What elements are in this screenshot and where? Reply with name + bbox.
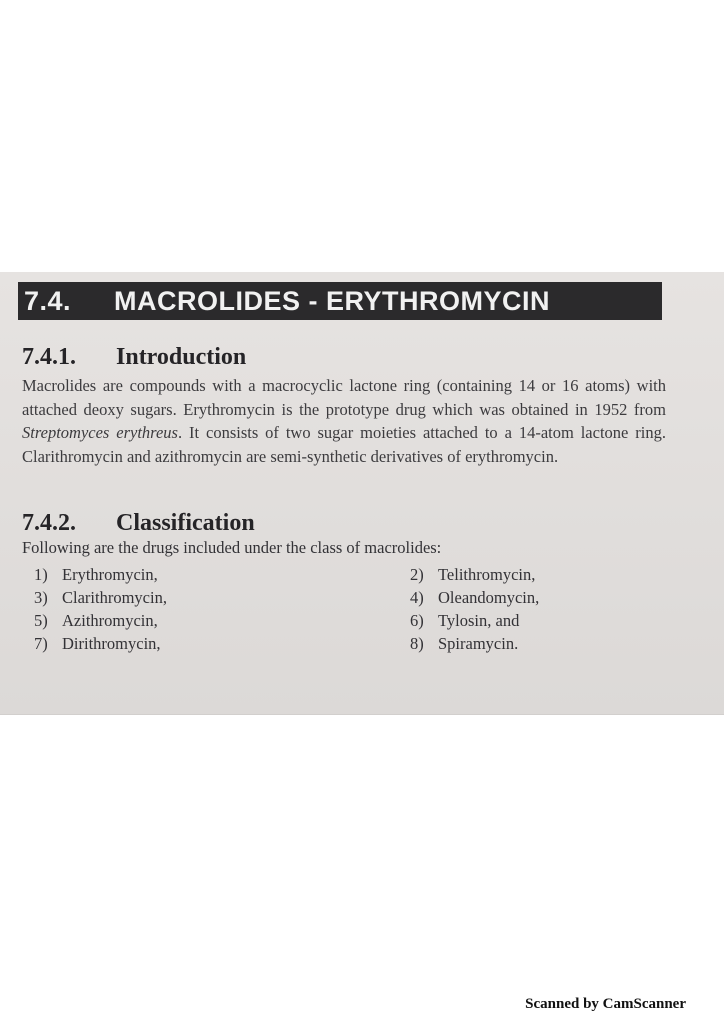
section-number: 7.4. — [24, 286, 72, 316]
classification-lead: Following are the drugs included under the class of macrolides: — [22, 538, 442, 557]
section-heading-bar — [18, 282, 662, 320]
intro-heading-title: Introduction — [116, 344, 247, 370]
drug-list-number: 4) — [410, 588, 424, 607]
drug-list-name: Clarithromycin, — [62, 588, 167, 607]
classification-heading-number: 7.4.2. — [22, 510, 76, 536]
drug-list-number: 2) — [410, 565, 424, 584]
drug-list-item — [34, 565, 158, 585]
drug-list-item — [410, 588, 539, 608]
drug-list-item — [410, 611, 519, 631]
classification-heading-title: Classification — [116, 510, 255, 536]
drug-list-number: 7) — [34, 634, 48, 653]
drug-list-name: Spiramycin. — [438, 634, 519, 653]
intro-heading — [22, 344, 322, 374]
drug-list-name: Dirithromycin, — [62, 634, 161, 653]
intro-heading-number: 7.4.1. — [22, 344, 76, 370]
drug-list-name: Telithromycin, — [438, 565, 536, 584]
drug-list-item — [34, 588, 167, 608]
drug-list-number: 3) — [34, 588, 48, 607]
drug-list-name: Tylosin, and — [438, 611, 520, 630]
intro-paragraph-text-2: . It consists of two sugar moieties attached to a 14-atom lactone ring. Clarithromycin and azithromycin are semi-synthetic derivatives of erythromycin. — [22, 423, 666, 466]
drug-list-name: Erythromycin, — [62, 565, 158, 584]
intro-paragraph — [22, 374, 666, 468]
drug-list-item — [34, 611, 158, 631]
drug-list-number: 8) — [410, 634, 424, 653]
drug-list-number: 1) — [34, 565, 48, 584]
drug-list-item — [410, 565, 535, 585]
scanned-page-photo — [0, 272, 724, 714]
drug-list-item — [34, 634, 161, 654]
drug-list-name: Azithromycin, — [62, 611, 158, 630]
drug-list-number: 5) — [34, 611, 48, 630]
drug-list-item — [410, 634, 518, 654]
drug-list-name: Oleandomycin, — [438, 588, 540, 607]
drug-list-number: 6) — [410, 611, 424, 630]
intro-paragraph-species: Streptomyces erythreus — [22, 423, 178, 442]
section-title: MACROLIDES - ERYTHROMYCIN — [114, 286, 550, 316]
scanner-watermark: Scanned by CamScanner — [525, 996, 686, 1012]
classification-heading — [22, 510, 322, 540]
intro-paragraph-text-1: Macrolides are compounds with a macrocyclic lactone ring (containing 14 or 16 atoms) with attached deoxy sugars. Erythromycin is the prototype drug which was obtained in 1952 from — [22, 376, 666, 419]
